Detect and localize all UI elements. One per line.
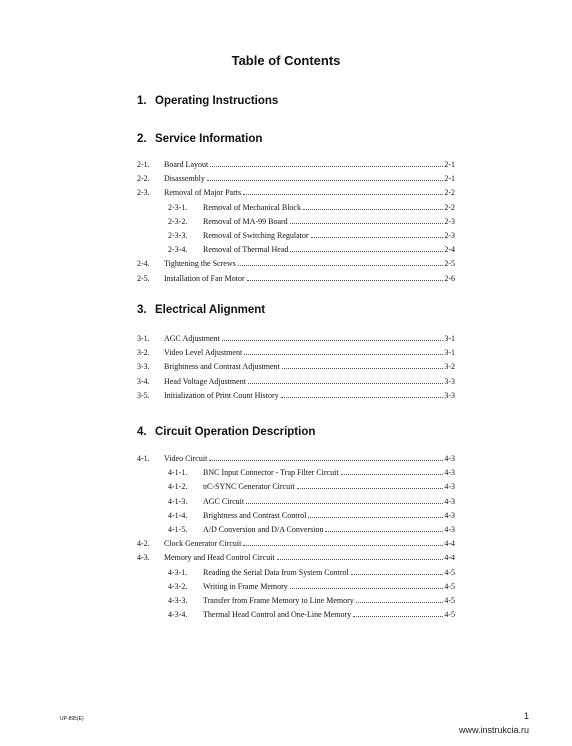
entry-page-number: 4-4 bbox=[444, 553, 455, 563]
entry-page-number: 4-5 bbox=[444, 581, 455, 591]
dot-leader bbox=[243, 544, 443, 546]
dot-leader bbox=[303, 208, 443, 210]
toc-subentry bbox=[168, 609, 455, 621]
toc-subentry bbox=[168, 481, 455, 493]
section-heading bbox=[137, 133, 262, 145]
entry-page-number: 4-3 bbox=[444, 510, 455, 520]
entry-number: 2-3-4. bbox=[168, 245, 188, 255]
entry-number: 2-5. bbox=[137, 273, 150, 283]
entry-number: 2-3-3. bbox=[168, 231, 188, 240]
entry-title: Removal of Switching Regulator bbox=[203, 231, 309, 240]
entry-title: A/D Conversion and D/A Conversion bbox=[203, 525, 324, 534]
section-title: Operating Instructions bbox=[155, 95, 279, 107]
section-heading bbox=[137, 95, 278, 107]
dot-leader bbox=[297, 487, 444, 489]
entry-number: 4-3-3. bbox=[168, 596, 188, 605]
dot-leader bbox=[207, 179, 443, 181]
entry-title: Removal of Mechanical Block bbox=[203, 202, 301, 212]
toc-entry bbox=[137, 258, 455, 270]
dot-leader bbox=[311, 236, 444, 238]
dot-leader bbox=[247, 279, 444, 281]
dot-leader bbox=[210, 165, 443, 167]
entry-title: Memory and Head Control Circuit bbox=[164, 553, 275, 563]
watermark-url: www.instrukcia.ru bbox=[459, 725, 530, 735]
toc-subentry bbox=[168, 244, 455, 256]
toc-entry bbox=[137, 333, 455, 345]
toc-entry bbox=[137, 361, 455, 373]
entry-number: 4-3-2. bbox=[168, 581, 188, 591]
entry-number: 4-3. bbox=[137, 553, 150, 563]
entry-page-number: 3-1 bbox=[444, 334, 455, 343]
toc-subentry bbox=[168, 496, 455, 508]
entry-page-number: 4-3 bbox=[444, 525, 455, 534]
entry-title: Video Level Adjustment bbox=[164, 348, 243, 358]
entry-title: AGC Circuit bbox=[203, 496, 245, 506]
entry-title: Board Layout bbox=[164, 160, 209, 169]
dot-leader bbox=[325, 530, 443, 532]
entry-number: 2-3. bbox=[137, 188, 150, 198]
entry-number: 2-3-2. bbox=[168, 216, 188, 226]
entry-title: Initialization of Print Count History bbox=[164, 390, 279, 400]
entry-title: BNC Input Connector - Trap Filter Circuit bbox=[203, 468, 339, 478]
toc-entry bbox=[137, 453, 455, 465]
dot-leader bbox=[290, 222, 444, 224]
entry-title: Removal of Thermal Head bbox=[203, 245, 289, 255]
entry-title: Removal of Major Parts bbox=[164, 188, 242, 198]
entry-title: Transfer from Frame Memory to Line Memory bbox=[203, 596, 354, 605]
entry-page-number: 2-3 bbox=[444, 231, 455, 240]
entry-title: Removal of MA-99 Board bbox=[203, 216, 288, 226]
toc-subentry bbox=[168, 202, 455, 214]
dot-leader bbox=[277, 558, 444, 560]
dot-leader bbox=[290, 587, 444, 589]
dot-leader bbox=[243, 193, 443, 195]
toc-subentry bbox=[168, 595, 455, 607]
toc-subentry bbox=[168, 510, 455, 522]
toc-entry bbox=[137, 376, 455, 388]
entry-page-number: 2-2 bbox=[444, 188, 455, 198]
footer-model-number: UP-895(E) bbox=[60, 716, 84, 722]
section-number: 4. bbox=[137, 426, 147, 438]
toc-entry bbox=[137, 173, 455, 185]
dot-leader bbox=[281, 396, 444, 398]
entry-title: nC-SYNC Generator Circuit bbox=[203, 482, 295, 492]
section-number: 2. bbox=[137, 133, 147, 145]
dot-leader bbox=[244, 353, 443, 355]
entry-page-number: 2-6 bbox=[444, 273, 455, 283]
entry-page-number: 4-5 bbox=[444, 596, 455, 605]
section-title: Electrical Alignment bbox=[155, 304, 266, 316]
toc-subentry bbox=[168, 524, 455, 536]
entry-page-number: 3-3 bbox=[444, 376, 455, 386]
entry-title: Head Voltage Adjustment bbox=[164, 376, 246, 386]
toc-entry bbox=[137, 159, 455, 171]
section-number: 3. bbox=[137, 304, 147, 316]
entry-number: 4-1-1. bbox=[168, 468, 188, 478]
entry-number: 4-2. bbox=[137, 539, 150, 549]
entry-title: Writing in Frame Memory bbox=[203, 581, 288, 591]
toc-subentry bbox=[168, 230, 455, 242]
section-heading bbox=[137, 304, 265, 316]
entry-number: 4-1-2. bbox=[168, 482, 188, 492]
entry-number: 3-1. bbox=[137, 334, 150, 343]
entry-number: 3-4. bbox=[137, 376, 150, 386]
section-heading bbox=[137, 426, 315, 438]
dot-leader bbox=[248, 382, 443, 384]
entry-number: 2-4. bbox=[137, 259, 150, 269]
entry-title: Tightening the Screws bbox=[164, 259, 236, 269]
entry-number: 4-1-5. bbox=[168, 525, 188, 534]
entry-page-number: 4-4 bbox=[444, 539, 455, 549]
entry-number: 2-1. bbox=[137, 160, 150, 169]
dot-leader bbox=[353, 615, 443, 617]
toc-entry bbox=[137, 187, 455, 199]
section-title: Circuit Operation Description bbox=[155, 426, 316, 438]
entry-number: 4-3-4. bbox=[168, 610, 188, 620]
toc-entry bbox=[137, 390, 455, 402]
toc-entry bbox=[137, 552, 455, 564]
toc-entry bbox=[137, 273, 455, 285]
entry-title: Installation of Fan Motor bbox=[164, 273, 245, 283]
dot-leader bbox=[341, 473, 444, 475]
entry-page-number: 4-3 bbox=[444, 496, 455, 506]
entry-page-number: 2-1 bbox=[444, 174, 455, 184]
entry-page-number: 2-2 bbox=[444, 202, 455, 212]
toc-entry bbox=[137, 347, 455, 359]
entry-page-number: 3-3 bbox=[444, 390, 455, 400]
toc-entry bbox=[137, 538, 455, 550]
entry-title: Thermal Head Control and One-Line Memory bbox=[203, 610, 352, 620]
dot-leader bbox=[282, 367, 444, 369]
entry-page-number: 4-3 bbox=[444, 468, 455, 478]
entry-page-number: 4-5 bbox=[444, 567, 455, 577]
entry-number: 3-2. bbox=[137, 348, 150, 358]
dot-leader bbox=[356, 601, 444, 603]
entry-number: 4-3-1. bbox=[168, 567, 188, 577]
entry-page-number: 2-4 bbox=[444, 245, 455, 255]
dot-leader bbox=[308, 516, 443, 518]
dot-leader bbox=[209, 459, 443, 461]
dot-leader bbox=[238, 264, 444, 266]
entry-title: Brightness and Contrast Control bbox=[203, 510, 307, 520]
entry-number: 2-2. bbox=[137, 174, 150, 184]
footer-page-number: 1 bbox=[524, 711, 530, 721]
toc-subentry bbox=[168, 467, 455, 479]
dot-leader bbox=[222, 339, 444, 341]
entry-number: 3-5. bbox=[137, 390, 150, 400]
entry-number: 4-1-3. bbox=[168, 496, 188, 506]
entry-page-number: 4-3 bbox=[444, 454, 455, 463]
entry-page-number: 3-2 bbox=[444, 362, 455, 372]
entry-number: 4-1. bbox=[137, 454, 150, 463]
entry-title: Video Circuit bbox=[164, 454, 208, 463]
entry-number: 3-3. bbox=[137, 362, 150, 372]
toc-subentry bbox=[168, 567, 455, 579]
toc-subentry bbox=[168, 216, 455, 228]
section-number: 1. bbox=[137, 95, 147, 107]
entry-page-number: 2-5 bbox=[444, 259, 455, 269]
page-title: Table of Contents bbox=[231, 53, 341, 68]
entry-page-number: 2-3 bbox=[444, 216, 455, 226]
entry-title: Clock Generator Circuit bbox=[164, 539, 242, 549]
section-title: Service Information bbox=[155, 133, 263, 145]
entry-page-number: 4-5 bbox=[444, 610, 455, 620]
dot-leader bbox=[290, 250, 443, 252]
entry-number: 4-1-4. bbox=[168, 510, 188, 520]
entry-title: Reading the Serial Data from System Control bbox=[203, 567, 349, 577]
entry-page-number: 2-1 bbox=[444, 160, 455, 169]
entry-title: AGC Adjustment bbox=[164, 334, 220, 343]
entry-title: Disassembly bbox=[164, 174, 205, 184]
entry-page-number: 3-1 bbox=[444, 348, 455, 358]
entry-title: Brightness and Contrast Adjustment bbox=[164, 362, 280, 372]
entry-number: 2-3-1. bbox=[168, 202, 188, 212]
dot-leader bbox=[351, 573, 444, 575]
toc-subentry bbox=[168, 581, 455, 593]
dot-leader bbox=[246, 502, 443, 504]
entry-page-number: 4-3 bbox=[444, 482, 455, 492]
